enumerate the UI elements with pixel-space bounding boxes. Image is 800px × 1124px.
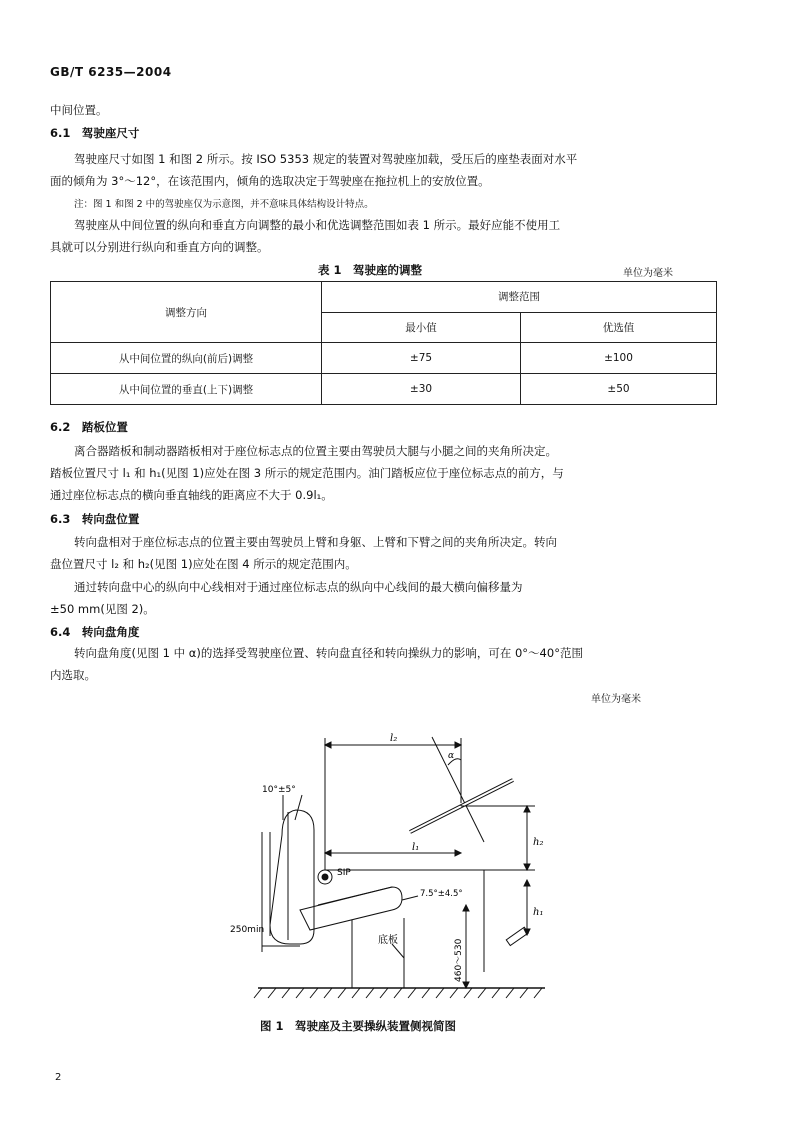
row-pref: ±100 [521, 343, 717, 374]
row-pref: ±50 [521, 374, 717, 405]
standard-number: GB/T 6235—2004 [50, 65, 172, 79]
text-line: 踏板位置尺寸 l₁ 和 h₁(见图 1)应处在图 3 所示的规定范围内。油门踏板应位于座位标志点的前方，与 [50, 466, 564, 480]
row-direction: 从中间位置的垂直(上下)调整 [51, 374, 322, 405]
section-heading-6-2: 6.2 踏板位置 [50, 420, 128, 434]
note-line: 注：图 1 和图 2 中的驾驶座仅为示意图，并不意味具体结构设计特点。 [74, 199, 374, 210]
text-line: 转向盘相对于座位标志点的位置主要由驾驶员上臂和身躯、上臂和下臂之间的夹角所决定。转向 [74, 535, 557, 549]
height-label: 460～530 [454, 938, 464, 982]
text-line: 通过座位标志点的横向垂直轴线的距离应不大于 0.9l₁。 [50, 488, 333, 502]
table-header-range: 调整范围 [322, 282, 717, 313]
table-header-min: 最小值 [322, 312, 521, 343]
seat-angle-line [402, 896, 418, 900]
table-header-direction: 调整方向 [51, 282, 322, 343]
text-line: 离合器踏板和制动器踏板相对于座位标志点的位置主要由驾驶员大腿与小腿之间的夹角所决定。 [74, 444, 557, 458]
text-line: 中间位置。 [50, 103, 108, 117]
sip-symbol-center [322, 874, 328, 880]
text-line: ±50 mm(见图 2)。 [50, 602, 155, 616]
figure-caption: 图 1 驾驶座及主要操纵装置侧视简图 [260, 1019, 457, 1033]
table-header-pref: 优选值 [521, 312, 717, 343]
h1-label: h₁ [533, 907, 544, 918]
row-direction: 从中间位置的纵向(前后)调整 [51, 343, 322, 374]
floor-hatch [254, 988, 542, 998]
backrest-angle-label: 10°±5° [262, 785, 296, 795]
seat-cushion [300, 887, 402, 930]
row-min: ±30 [322, 374, 521, 405]
backrest-angle-line [295, 795, 302, 820]
text-line: 转向盘角度(见图 1 中 α)的选择受驾驶座位置、转向盘直径和转向操纵力的影响，可在 0°～40°范围 [74, 646, 583, 660]
text-line: 驾驶座从中间位置的纵向和垂直方向调整的最小和优选调整范围如表 1 所示。最好应能不使用工 [74, 218, 561, 232]
row-min: ±75 [322, 343, 521, 374]
text-line: 内选取。 [50, 668, 96, 682]
section-heading-6-4: 6.4 转向盘角度 [50, 625, 140, 639]
floor-label: 底板 [378, 935, 398, 946]
seat-surface-line [318, 887, 392, 905]
sip-label: SIP [337, 868, 351, 878]
h2-label: h₂ [533, 837, 544, 848]
width-label: 250min [230, 925, 265, 935]
floor-leader-line [392, 944, 404, 958]
text-line: 驾驶座尺寸如图 1 和图 2 所示。按 ISO 5353 规定的装置对驾驶座加载，受压后的座垫表面对水平 [74, 152, 578, 166]
steering-column [432, 737, 484, 842]
l2-label: l₂ [390, 733, 398, 744]
text-line: 盘位置尺寸 l₂ 和 h₂(见图 1)应处在图 4 所示的规定范围内。 [50, 557, 357, 571]
text-line: 具就可以分别进行纵向和垂直方向的调整。 [50, 240, 269, 254]
alpha-label: α [448, 751, 455, 761]
table-title: 表 1 驾驶座的调整 [318, 263, 423, 277]
l1-label: l₁ [412, 842, 420, 853]
section-heading-6-3: 6.3 转向盘位置 [50, 512, 140, 526]
text-line: 面的倾角为 3°～12°，在该范围内，倾角的选取决定于驾驶座在拖拉机上的安放位置。 [50, 174, 490, 188]
seat-angle-label: 7.5°±4.5° [420, 889, 463, 899]
section-heading-6-1: 6.1 驾驶座尺寸 [50, 126, 140, 140]
page-number: 2 [55, 1072, 62, 1083]
figure-unit: 单位为毫米 [591, 694, 641, 705]
text-line: 通过转向盘中心的纵向中心线相对于通过座位标志点的纵向中心线间的最大横向偏移量为 [74, 580, 523, 594]
table-unit: 单位为毫米 [623, 268, 673, 279]
